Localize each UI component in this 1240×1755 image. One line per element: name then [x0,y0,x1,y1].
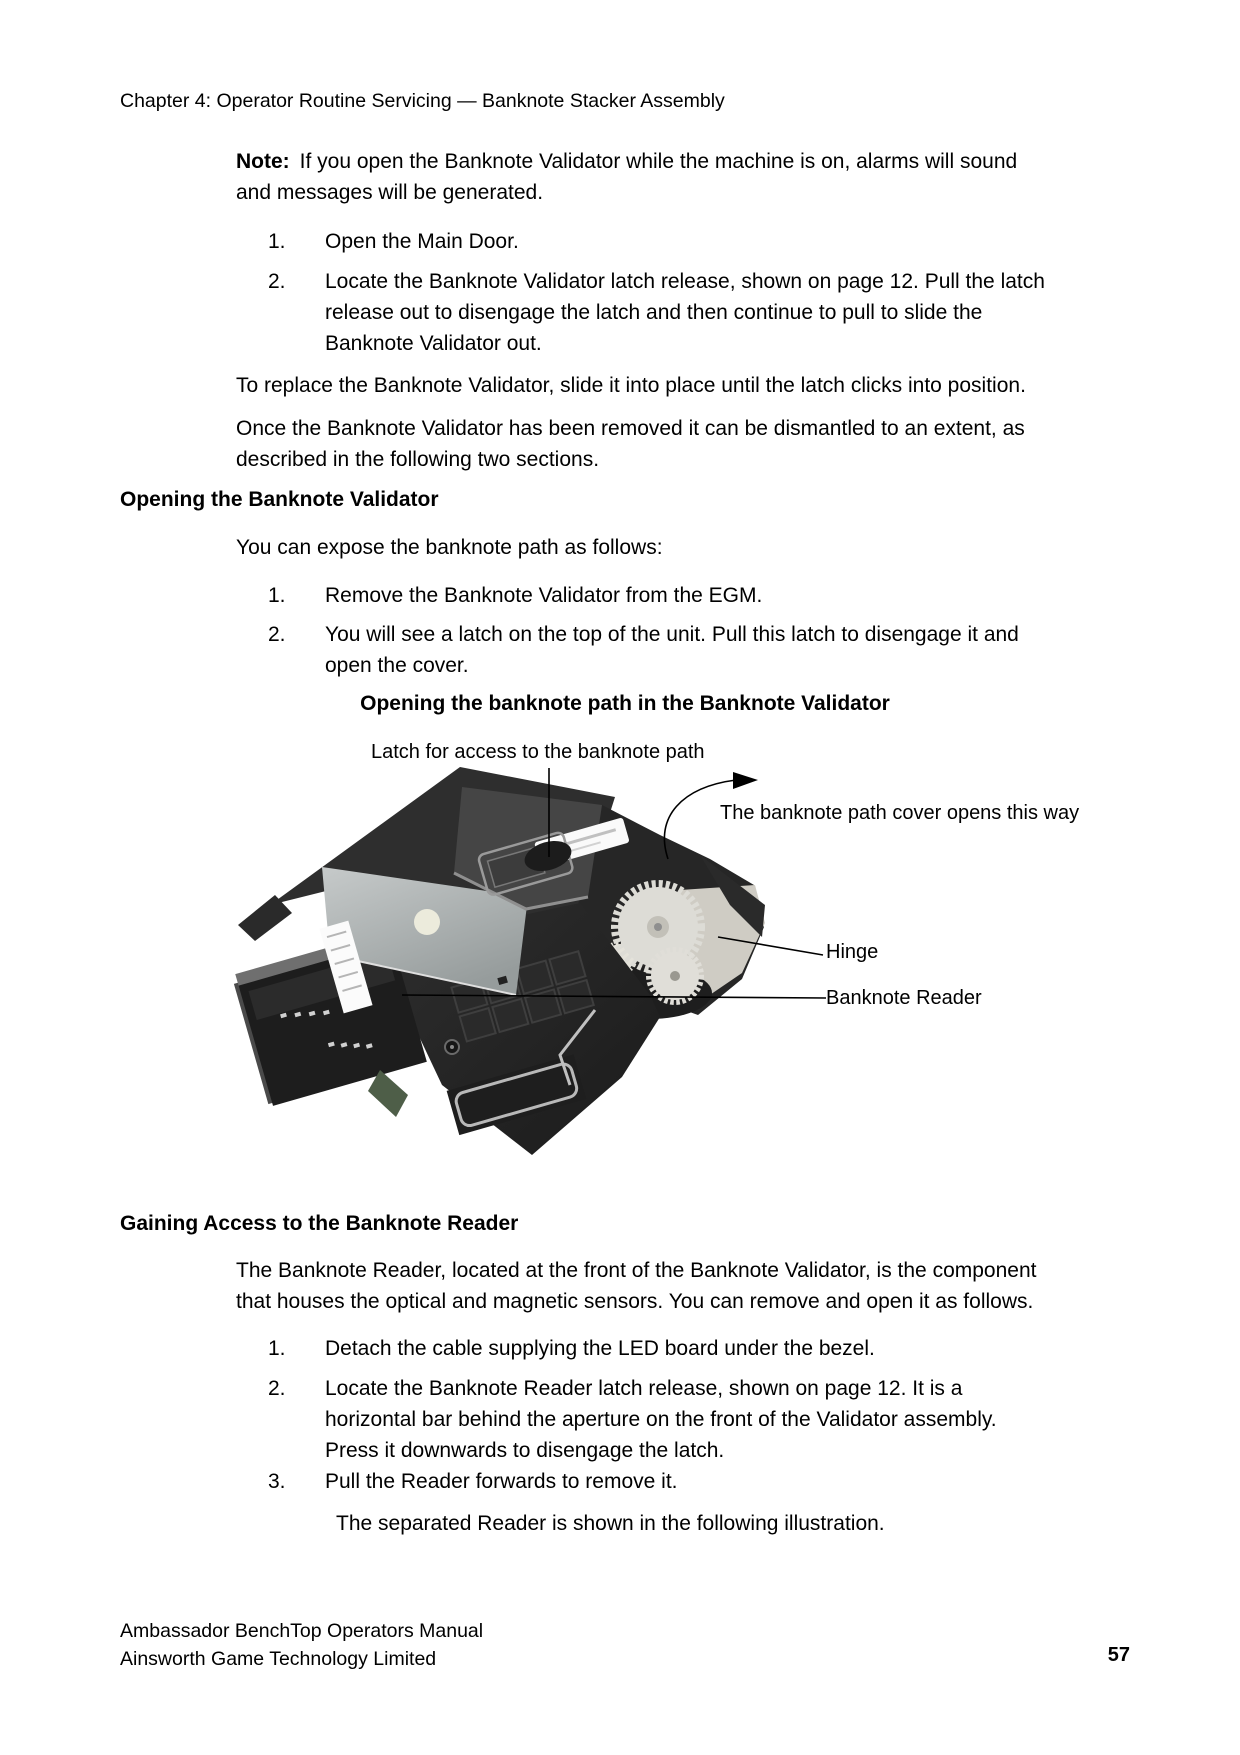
remove-step-2 [268,266,1134,359]
step-number: 1. [268,1337,286,1360]
figure-label-cover-opens: The banknote path cover opens this way [720,802,1080,824]
note-line-2: and messages will be generated. [236,181,544,204]
step-number: 2. [268,1377,286,1400]
step-number: 1. [268,584,286,607]
page-header: Chapter 4: Operator Routine Servicing — Banknote Stacker Assembly [120,90,725,112]
footer-manual-title: Ambassador BenchTop Operators Manual [120,1620,484,1642]
replace-paragraph: To replace the Banknote Validator, slide it into place until the latch clicks into position. [236,374,1026,397]
figure-label-banknote-reader: Banknote Reader [826,987,982,1009]
reader-step-3 [268,1466,1134,1497]
opening-step-2 [268,619,1134,681]
opening-intro: You can expose the banknote path as follows: [236,536,663,559]
note-label: Note: [236,150,290,173]
step-number: 2. [268,270,286,293]
arrowhead [733,772,758,789]
section-heading-banknote-reader: Gaining Access to the Banknote Reader [120,1212,519,1235]
pcb-green-edge [368,1070,408,1117]
step-number: 2. [268,623,286,646]
note-text: If you open the Banknote Validator while the machine is on, alarms will sound [299,150,1018,173]
figure-label-hinge: Hinge [826,941,879,963]
step-text: Locate the Banknote Validator latch release, shown on page 12. Pull the latch release out to disengage the latch and then continue to pull to slide the Banknote Validator out. [325,270,1045,355]
note-line-1 [236,146,1136,177]
section-heading-opening-validator: Opening the Banknote Validator [120,488,439,511]
step-number: 3. [268,1470,286,1493]
round-sticker [414,909,440,935]
remove-step-1 [268,226,1134,257]
step-text: Open the Main Door. [325,230,519,253]
reader-step-2 [268,1373,1134,1466]
step-text: Locate the Banknote Reader latch release, shown on page 12. It is a horizontal bar behind the aperture on the front of the Validator assembly. Press it downwards to disengage the latch. [325,1377,997,1462]
footer-company: Ainsworth Game Technology Limited [120,1648,437,1670]
reader-outro: The separated Reader is shown in the following illustration. [336,1512,885,1535]
step-text: Pull the Reader forwards to remove it. [325,1470,678,1493]
opening-step-1 [268,580,1134,611]
once-removed-paragraph: Once the Banknote Validator has been removed it can be dismantled to an extent, as described in the following two sections. [236,417,1025,471]
step-text: Remove the Banknote Validator from the EGM. [325,584,763,607]
reader-intro: The Banknote Reader, located at the front of the Banknote Validator, is the component that houses the optical and magnetic sensors. You can remove and open it as follows. [236,1259,1037,1313]
page-number: 57 [1107,1644,1130,1666]
step-text: Detach the cable supplying the LED board under the bezel. [325,1337,875,1360]
banknote-validator-photo [230,755,830,1175]
note-paragraph [236,146,1136,208]
step-text: You will see a latch on the top of the unit. Pull this latch to disengage it and open the cover. [325,623,1019,677]
figure-label-latch: Latch for access to the banknote path [371,741,705,763]
step-number: 1. [268,230,286,253]
reader-step-1 [268,1333,1134,1364]
figure-caption: Opening the banknote path in the Banknote Validator [360,692,890,715]
